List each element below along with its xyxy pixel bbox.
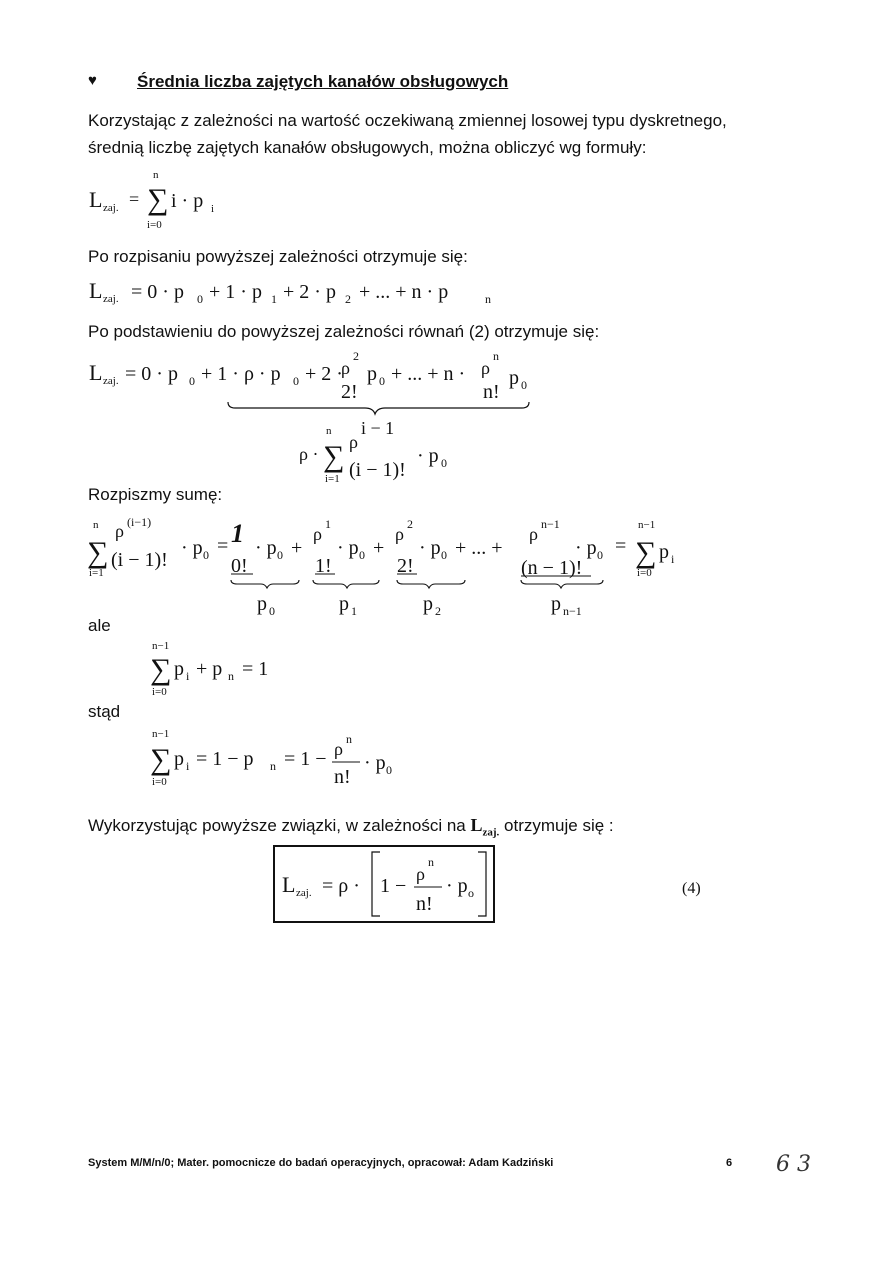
svg-text:n−1: n−1 [638, 519, 656, 531]
svg-text:L: L [282, 872, 296, 897]
svg-text:0: 0 [197, 292, 203, 306]
final-sentence [88, 815, 614, 839]
svg-text:i: i [211, 203, 215, 215]
svg-text:· p: · p [181, 537, 203, 559]
svg-text:p: p [174, 748, 184, 770]
svg-text:· p: · p [575, 537, 597, 559]
svg-text:· p: · p [337, 537, 359, 559]
svg-text:p: p [423, 593, 433, 615]
svg-text:· p: · p [446, 875, 468, 897]
svg-text:n−1: n−1 [563, 604, 582, 618]
svg-text:zaj.: zaj. [103, 375, 119, 387]
formula-sum-expansion [85, 512, 695, 622]
svg-text:2: 2 [353, 349, 359, 363]
svg-text:=: = [615, 535, 627, 557]
svg-text:i=0: i=0 [152, 686, 167, 698]
svg-text:1: 1 [351, 604, 357, 618]
formula-expanded-sum [85, 272, 505, 312]
svg-text:· p: · p [255, 537, 277, 559]
svg-text:· p: · p [419, 537, 441, 559]
svg-text:0: 0 [597, 548, 603, 562]
svg-text:n−1: n−1 [541, 517, 560, 531]
svg-text:+ 2 · p: + 2 · p [283, 281, 336, 303]
svg-text:o: o [468, 886, 474, 900]
svg-text:zaj.: zaj. [103, 202, 119, 214]
svg-text:ρ: ρ [395, 524, 404, 544]
footer-page-number: 6 [726, 1157, 733, 1169]
svg-text:2!: 2! [341, 381, 358, 403]
svg-text:L: L [89, 187, 103, 212]
svg-text:=: = [217, 535, 229, 557]
svg-text:n!: n! [334, 766, 351, 788]
svg-text:(i−1): (i−1) [127, 515, 152, 529]
svg-text:0: 0 [441, 456, 447, 470]
final-sentence-pre: Wykorzystując powyższe związki, w zależności na [88, 816, 466, 835]
svg-text:· p: · p [364, 752, 386, 774]
sum-intro-text: Rozpiszmy sumę: [88, 485, 223, 504]
svg-text:+ p: + p [196, 658, 223, 680]
svg-text:n−1: n−1 [152, 728, 170, 740]
svg-text:0: 0 [521, 378, 527, 392]
svg-text:zaj.: zaj. [296, 887, 312, 899]
svg-text:∑: ∑ [323, 440, 345, 473]
svg-text:1 −: 1 − [380, 875, 407, 897]
svg-text:2: 2 [345, 292, 351, 306]
svg-text:1: 1 [325, 517, 331, 531]
svg-text:n: n [93, 519, 99, 531]
svg-text:= 1: = 1 [242, 658, 269, 680]
svg-text:i=1: i=1 [89, 567, 104, 579]
intro-line-2: średnią liczbę zajętych kanałów obsługowych, można obliczyć wg formuły: [88, 138, 647, 157]
section-bullet: ♥ [88, 72, 97, 89]
svg-text:n: n [493, 349, 499, 363]
svg-text:ρ: ρ [313, 524, 322, 544]
formula-sum-identity [148, 637, 308, 701]
svg-text:2: 2 [435, 604, 441, 618]
svg-text:n: n [153, 169, 159, 181]
svg-text:i: i [671, 552, 675, 566]
svg-text:2: 2 [407, 517, 413, 531]
section-title: Średnia liczba zajętych kanałów obsługowych [137, 72, 509, 91]
svg-text:ρ: ρ [416, 864, 425, 884]
svg-text:n: n [326, 425, 332, 437]
svg-text:0: 0 [269, 604, 275, 618]
ale-text: ale [88, 616, 111, 635]
svg-text:0: 0 [359, 548, 365, 562]
svg-text:p: p [659, 541, 669, 563]
svg-text:∑: ∑ [147, 183, 169, 216]
svg-text:ρ: ρ [115, 521, 124, 541]
svg-text:i=0: i=0 [147, 219, 162, 231]
svg-text:+: + [373, 537, 385, 559]
svg-text:+: + [291, 537, 303, 559]
svg-text:= 1 − p: = 1 − p [196, 748, 254, 770]
svg-text:= 0 · p: = 0 · p [125, 363, 178, 385]
svg-text:p: p [509, 367, 519, 389]
boxed-final-formula [272, 844, 498, 926]
svg-text:2!: 2! [397, 555, 414, 577]
svg-text:ρ: ρ [529, 524, 538, 544]
svg-text:p: p [257, 593, 267, 615]
formula-sum-result [148, 725, 408, 795]
svg-text:n−1: n−1 [152, 640, 170, 652]
svg-text:i: i [186, 669, 190, 683]
svg-text:p: p [367, 363, 377, 385]
svg-text:i=1: i=1 [325, 473, 340, 485]
svg-text:∑: ∑ [87, 536, 109, 569]
svg-text:= ρ ·: = ρ · [322, 875, 360, 897]
svg-text:0: 0 [379, 374, 385, 388]
svg-text:∑: ∑ [150, 653, 172, 686]
final-sentence-post: otrzymuje się : [504, 816, 614, 835]
svg-text:n!: n! [483, 381, 500, 403]
stad-text: stąd [88, 702, 121, 721]
footer-text: System M/M/n/0; Mater. pomocnicze do badań operacyjnych, opracował: Adam Kadziński [88, 1157, 554, 1169]
svg-text:= 0 · p: = 0 · p [131, 281, 184, 303]
expand-text: Po rozpisaniu powyższej zależności otrzymuje się: [88, 247, 468, 266]
svg-text:ρ: ρ [341, 358, 350, 378]
svg-text:+ 1 · ρ · p: + 1 · ρ · p [201, 363, 281, 385]
svg-text:0: 0 [277, 548, 283, 562]
intro-line-1: Korzystając z zależności na wartość oczekiwaną zmiennej losowej typu dyskretnego, [88, 111, 727, 130]
svg-text:ρ: ρ [481, 358, 490, 378]
svg-text:+ ... + n · p: + ... + n · p [359, 281, 449, 303]
svg-text:+ 2 ·: + 2 · [305, 363, 343, 385]
formula-expected-value [85, 165, 245, 235]
handwritten-page-number: 6 3 [776, 1152, 811, 1177]
svg-text:= 1 −: = 1 − [284, 748, 327, 770]
svg-text:+ ... + n ·: + ... + n · [391, 363, 466, 385]
svg-text:n: n [228, 669, 234, 683]
svg-text:∑: ∑ [635, 536, 657, 569]
svg-text:p: p [174, 658, 184, 680]
substitute-text: Po podstawieniu do powyższej zależności równań (2) otrzymuje się: [88, 322, 600, 341]
svg-text:p: p [339, 593, 349, 615]
svg-text:∑: ∑ [150, 743, 172, 776]
svg-text:zaj.: zaj. [103, 293, 119, 305]
svg-text:1!: 1! [315, 555, 332, 577]
svg-text:i − 1: i − 1 [361, 418, 395, 438]
svg-text:0: 0 [203, 548, 209, 562]
svg-text:0: 0 [293, 374, 299, 388]
formula-substituted [85, 342, 555, 492]
svg-text:i: i [186, 759, 190, 773]
svg-text:0: 0 [189, 374, 195, 388]
svg-text:1: 1 [231, 519, 244, 548]
svg-text:0!: 0! [231, 555, 248, 577]
svg-text:p: p [551, 593, 561, 615]
svg-text:(i − 1)!: (i − 1)! [349, 459, 406, 481]
svg-text:n: n [428, 855, 434, 869]
svg-text:+ ... +: + ... + [455, 537, 503, 559]
svg-text:ρ: ρ [334, 739, 343, 759]
svg-text:i=0: i=0 [637, 567, 652, 579]
svg-text:i · p: i · p [171, 190, 204, 212]
equation-number: (4) [682, 880, 701, 897]
svg-text:=: = [129, 189, 140, 209]
svg-text:n!: n! [416, 893, 433, 915]
svg-text:(n − 1)!: (n − 1)! [521, 557, 583, 579]
svg-text:· p: · p [417, 445, 439, 467]
svg-text:+ 1 · p: + 1 · p [209, 281, 262, 303]
svg-text:(i − 1)!: (i − 1)! [111, 549, 168, 571]
svg-text:ρ ·: ρ · [299, 444, 319, 464]
svg-text:L: L [89, 278, 103, 303]
final-variable: $L_{zaj.}$ [470, 815, 500, 839]
svg-text:n: n [485, 292, 491, 306]
svg-text:1: 1 [271, 292, 277, 306]
svg-text:L: L [89, 360, 103, 385]
svg-text:ρ: ρ [349, 432, 358, 452]
svg-text:n: n [346, 732, 352, 746]
svg-text:0: 0 [386, 763, 392, 777]
svg-text:n: n [270, 759, 276, 773]
svg-text:0: 0 [441, 548, 447, 562]
svg-text:i=0: i=0 [152, 776, 167, 788]
